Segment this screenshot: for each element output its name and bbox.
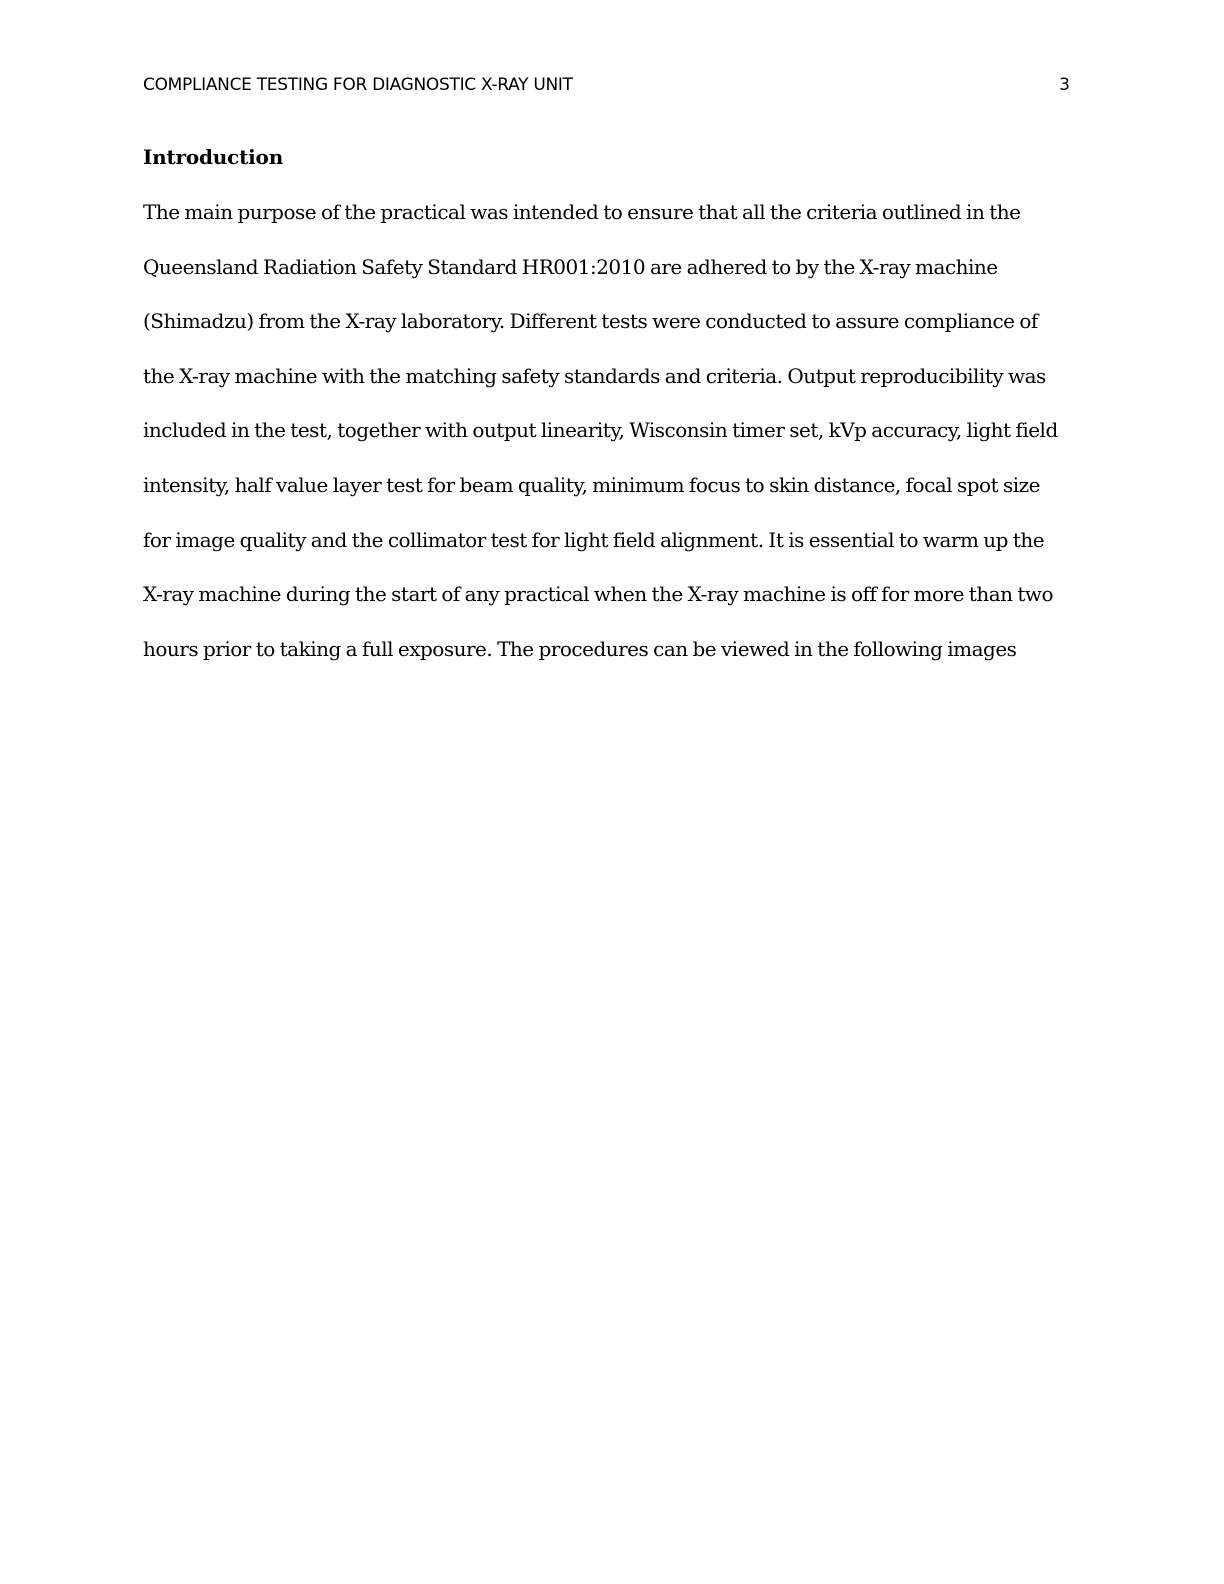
paragraph-line: intensity, half value layer test for beam quality, minimum focus to skin distance, focal spot size	[143, 472, 1041, 497]
paragraph-line: X-ray machine during the start of any practical when the X-ray machine is off for more than two	[143, 582, 1054, 607]
introduction-paragraph	[143, 197, 1083, 688]
section-heading: Introduction	[143, 145, 284, 169]
paragraph-line: (Shimadzu) from the X-ray laboratory. Different tests were conducted to assure compliance of	[143, 309, 1038, 334]
paragraph-line: Queensland Radiation Safety Standard HR001:2010 are adhered to by the X-ray machine	[143, 254, 998, 279]
paragraph-line: the X-ray machine with the matching safety standards and criteria. Output reproducibility was	[143, 363, 1046, 388]
running-head: COMPLIANCE TESTING FOR DIAGNOSTIC X-RAY UNIT	[143, 75, 573, 95]
page-number: 3	[1059, 75, 1070, 95]
paragraph-line: The main purpose of the practical was intended to ensure that all the criteria outlined in the	[143, 200, 1021, 224]
paragraph-line: included in the test, together with output linearity, Wisconsin timer set, kVp accuracy, light field	[143, 418, 1058, 443]
paragraph-line: for image quality and the collimator test for light field alignment. It is essential to warm up the	[143, 527, 1045, 552]
paragraph-line: hours prior to taking a full exposure. The procedures can be viewed in the following images	[143, 636, 1017, 661]
